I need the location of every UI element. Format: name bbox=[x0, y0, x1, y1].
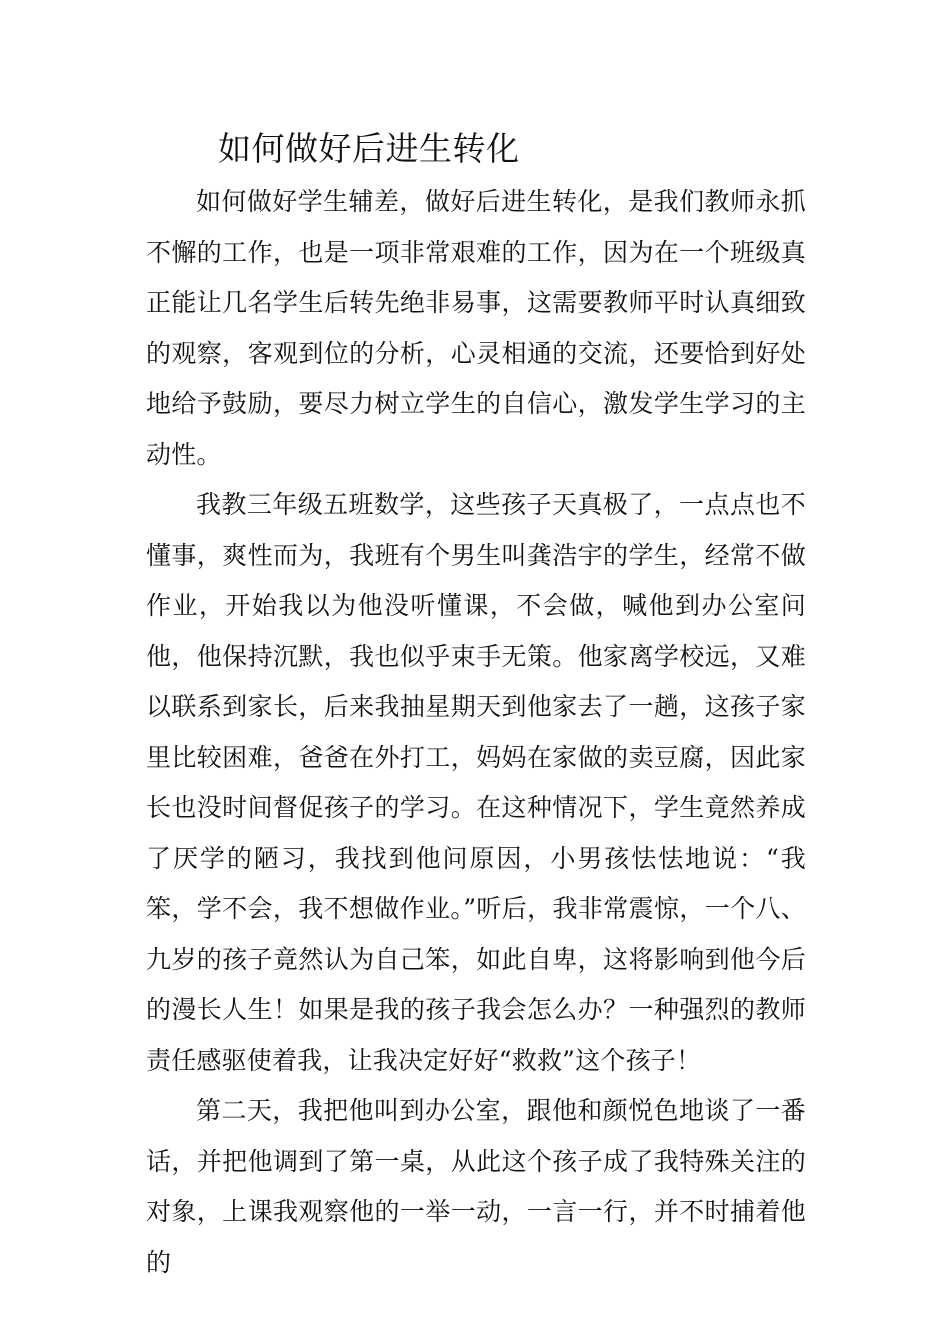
document-body bbox=[146, 177, 806, 1288]
paragraph-1: 如何做好学生辅差，做好后进生转化，是我们教师永抓不懈的工作，也是一项非常艰难的工作，因为在一个班级真正能让几名学生后转先绝非易事，这需要教师平时认真细致的观察，客观到位的分析，心灵相通的交流，还要恰到好处地给予鼓励，要尽力树立学生的自信心，激发学生学习的主动性。 bbox=[146, 187, 806, 469]
paragraph-2: 我教三年级五班数学，这些孩子天真极了，一点点也不懂事，爽性而为，我班有个男生叫龚浩宇的学生，经常不做作业，开始我以为他没听懂课，不会做，喊他到办公室问他，他保持沉默，我也似乎束手无策。他家离学校远，又难以联系到家长，后来我抽星期天到他家去了一趟，这孩子家里比较困难，爸爸在外打工，妈妈在家做的卖豆腐，因此家长也没时间督促孩子的学习。在这种情况下，学生竟然养成了厌学的陋习，我找到他问原因，小男孩怯怯地说：“我笨，学不会，我不想做作业。”听后，我非常震惊，一个八、九岁的孩子竟然认为自己笨，如此自卑，这将影响到他今后的漫长人生！如果是我的孩子我会怎么办？一种强烈的教师责任感驱使着我，让我决定好好“救救”这个孩子！ bbox=[146, 490, 806, 1075]
paragraph-3: 第二天，我把他叫到办公室，跟他和颜悦色地谈了一番话，并把他调到了第一桌，从此这个孩子成了我特殊关注的对象，上课我观察他的一举一动，一言一行，并不时捕着他的 bbox=[146, 1096, 806, 1277]
document-title: 如何做好后进生转化 bbox=[218, 129, 520, 168]
